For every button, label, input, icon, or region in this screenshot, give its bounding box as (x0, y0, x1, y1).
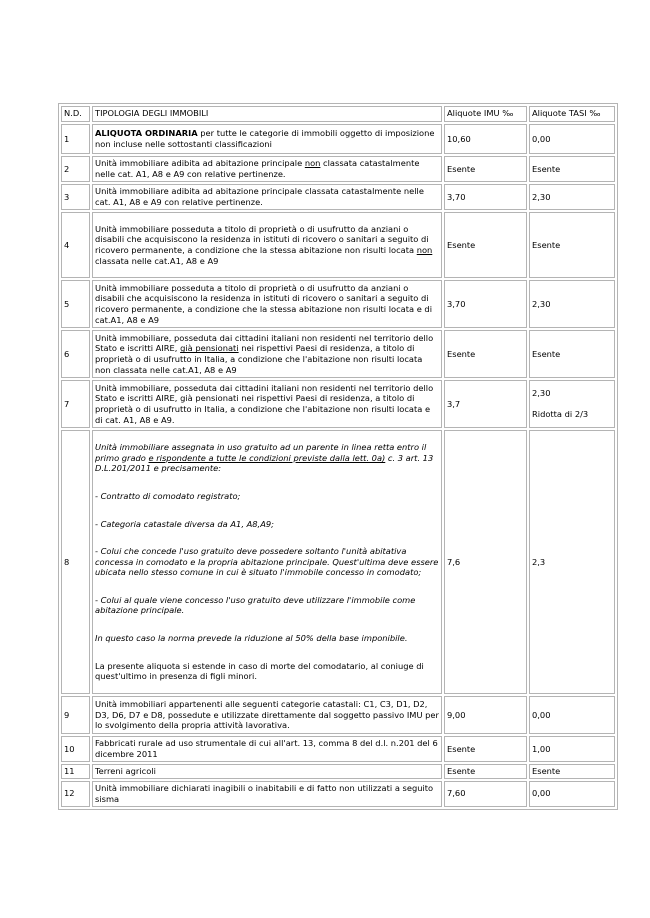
tasi-rate (529, 380, 615, 428)
table-row (61, 212, 615, 278)
imu-rate: Esente (444, 736, 527, 762)
row-number: 5 (61, 280, 90, 328)
row-description: Unità immobiliare adibita ad abitazione principale classata catastalmente nelle cat. A1, A8 e A9 con relative pertinenze. (92, 184, 442, 210)
extension-note: La presente aliquota si estende in caso di morte del comodatario, al coniuge di quest'ultimo in presenza di figli minori. (95, 660, 424, 682)
tasi-rate: Esente (529, 764, 615, 779)
table-row (61, 280, 615, 328)
tasi-rate: 2,3 (529, 430, 615, 694)
row-number: 12 (61, 781, 90, 807)
imu-rate: 9,00 (444, 696, 527, 734)
header-tasi: Aliquote TASI ‰ (529, 106, 615, 122)
table-row (61, 736, 615, 762)
table-row (61, 124, 615, 154)
description-text: Unità immobiliare adibita ad abitazione principale (95, 158, 305, 169)
description-text: Unità immobiliare assegnata in uso gratuito ad un parente in linea retta entro il primo grado (95, 442, 427, 463)
description-text: c. 3 art. 13 D.L.201/2011 e precisamente: (95, 452, 434, 474)
row-description: Unità immobiliari appartenenti alle seguenti categorie catastali: C1, C3, D1, D2, D3, D6, D7 e D8, possedute e utilizzate direttamente dal soggetto passivo IMU per lo svolgimento della propria attività lavorativa. (92, 696, 442, 734)
row-number: 9 (61, 696, 90, 734)
row-description (92, 212, 442, 278)
row-number: 3 (61, 184, 90, 210)
imu-rate: 10,60 (444, 124, 527, 154)
row-number: 7 (61, 380, 90, 428)
header-nd: N.D. (61, 106, 90, 122)
row-description: Fabbricati rurale ad uso strumentale di cui all'art. 13, comma 8 del d.l. n.201 del 6 dicembre 2011 (92, 736, 442, 762)
header-imu: Aliquote IMU ‰ (444, 106, 527, 122)
imu-rate: 3,7 (444, 380, 527, 428)
description-text: Unità immobiliare posseduta a titolo di proprietà o di usufrutto da anziani o disabili che acquisiscono la residenza in istituti di ricovero o sanitari a seguito di ricovero permanente, a condizione che la stessa abitazione non risulti locata (95, 223, 429, 255)
row-description (92, 330, 442, 378)
imu-rate: Esente (444, 212, 527, 278)
tasi-rate-value: 2,30 (532, 388, 551, 399)
tasi-rate: 1,00 (529, 736, 615, 762)
imu-rate: 7,6 (444, 430, 527, 694)
row-number: 6 (61, 330, 90, 378)
description-text: classata nelle cat.A1, A8 e A9 (95, 255, 219, 266)
table-row (61, 330, 615, 378)
description-text: Unità immobiliare, posseduta dai cittadini italiani non residenti nel territorio dello Stato e iscritti AIRE, (95, 332, 434, 354)
header-tipologia: TIPOLOGIA DEGLI IMMOBILI (92, 106, 442, 122)
row-number: 1 (61, 124, 90, 154)
tasi-rate: 0,00 (529, 124, 615, 154)
row-description (92, 124, 442, 154)
tasi-rate: Esente (529, 212, 615, 278)
row-description: Unità immobiliare posseduta a titolo di proprietà o di usufrutto da anziani o disabili che acquisiscono la residenza in istituti di ricovero o sanitari a seguito di ricovero permanente, a condizione che la stessa abitazione non risulti locata e di cat.A1, A8 e A9 (92, 280, 442, 328)
underlined-text: non (416, 245, 433, 255)
imu-rate: Esente (444, 764, 527, 779)
tasi-rate: 0,00 (529, 781, 615, 807)
table-row (61, 184, 615, 210)
row-number: 8 (61, 430, 90, 694)
row-number: 2 (61, 156, 90, 182)
row-description: Unità immobiliare dichiarati inagibili o inabitabili e di fatto non utilizzati a seguito sisma (92, 781, 442, 807)
condition-item: - Categoria catastale diversa da A1, A8,A9; (95, 518, 274, 529)
table-header-row (61, 106, 615, 122)
rates-table-container (58, 103, 618, 810)
row-number: 11 (61, 764, 90, 779)
row-description (92, 156, 442, 182)
table-row (61, 380, 615, 428)
tasi-rate: 2,30 (529, 280, 615, 328)
tasi-rate-note: Ridotta di 2/3 (532, 409, 589, 419)
row-number: 4 (61, 212, 90, 278)
condition-item: - Contratto di comodato registrato; (95, 490, 241, 501)
underlined-text: e rispondente a tutte le condizioni previste dalla lett. 0a) (148, 452, 386, 463)
table-row (61, 781, 615, 807)
condition-item: - Colui che concede l'uso gratuito deve possedere soltanto l'unità abitativa concessa in comodato e la propria abitazione principale. Quest'ultima deve essere ubicata nello stesso comune in cui è situato l'immobile concesso in comodato; (95, 546, 439, 578)
imu-rate: 7,60 (444, 781, 527, 807)
tasi-rate: 2,30 (529, 184, 615, 210)
imu-rate: Esente (444, 156, 527, 182)
description-text: classata catastalmente nelle cat. A1, A8 e A9 con relative pertinenze. (95, 158, 420, 179)
table-row (61, 430, 615, 694)
imu-rate: 3,70 (444, 184, 527, 210)
tasi-rate: 0,00 (529, 696, 615, 734)
row-number: 10 (61, 736, 90, 762)
rates-table (58, 103, 618, 810)
row-description: Unità immobiliare, posseduta dai cittadini italiani non residenti nel territorio dello Stato e iscritti AIRE, già pensionati nei rispettivi Paesi di residenza, a titolo di proprietà o di usufrutto in Italia, a condizione che l'abitazione non risulti locata e di cat. A1, A8 e A9. (92, 380, 442, 428)
row-description: Terreni agricoli (92, 764, 442, 779)
description-text: per tutte le categorie di immobili oggetto di imposizione non incluse nelle sottostanti classificazioni (95, 128, 435, 149)
description-text: nei rispettivi Paesi di residenza, a titolo di proprietà o di usufrutto in Italia, a condizione che l'abitazione non risulti locata non classata nelle cat.A1, A8 e A9 (95, 343, 423, 375)
table-row (61, 156, 615, 182)
ordinary-rate-label: ALIQUOTA ORDINARIA (95, 128, 198, 139)
row-description (92, 430, 442, 694)
underlined-text: non (304, 158, 321, 169)
condition-item: - Colui al quale viene concesso l'uso gratuito deve utilizzare l'immobile come abitazione principale. (95, 594, 416, 616)
table-row (61, 696, 615, 734)
reduction-note: In questo caso la norma prevede la riduzione al 50% della base imponibile. (95, 633, 408, 644)
imu-rate: Esente (444, 330, 527, 378)
condition-intro (95, 442, 439, 474)
table-row (61, 764, 615, 779)
tasi-rate: Esente (529, 156, 615, 182)
imu-rate: 3,70 (444, 280, 527, 328)
underlined-text: già pensionati (180, 343, 239, 354)
tasi-rate: Esente (529, 330, 615, 378)
